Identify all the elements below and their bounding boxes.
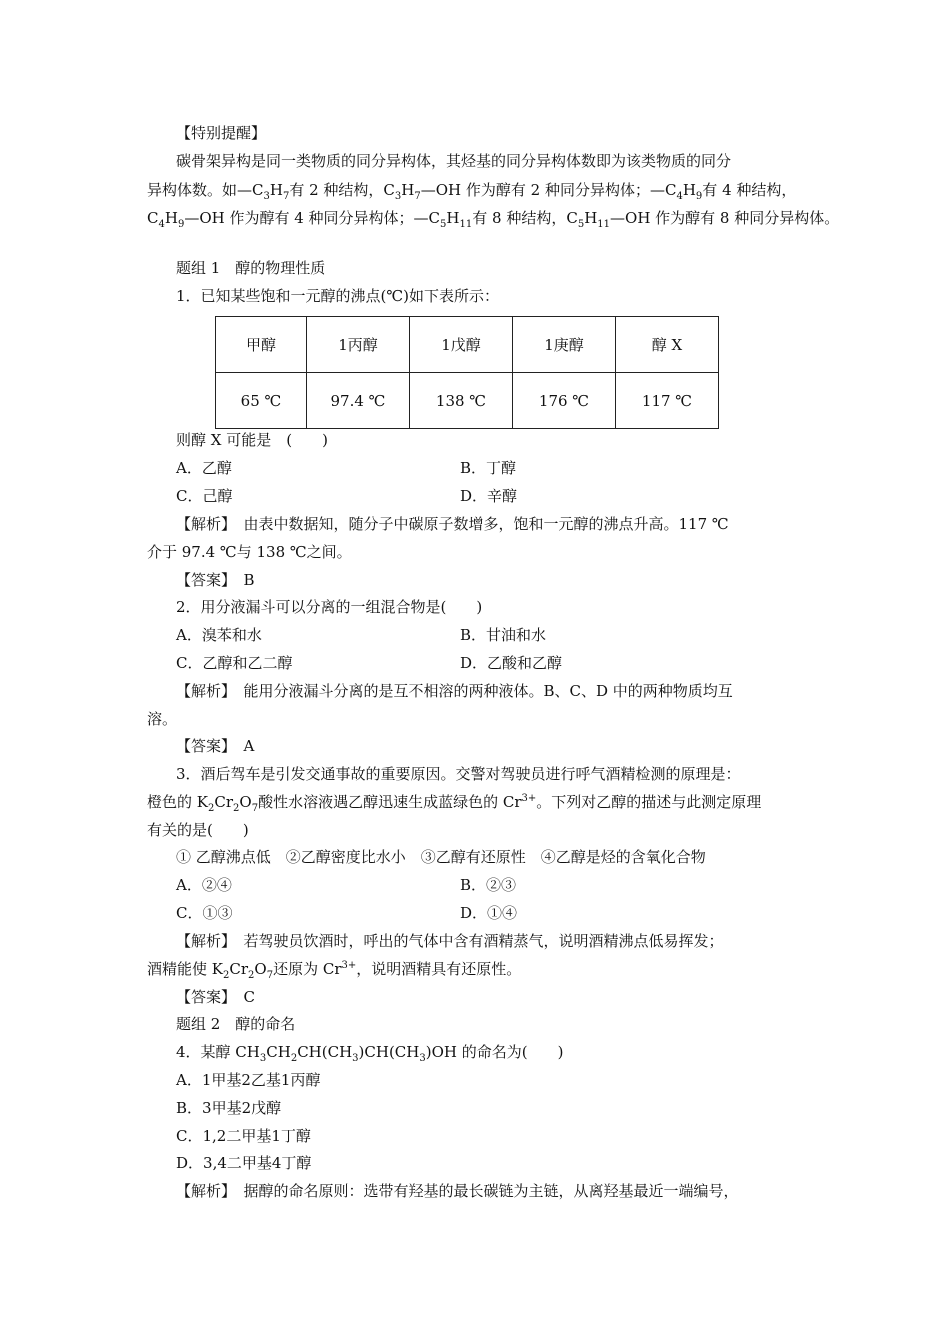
- boiling-point-table: [215, 316, 719, 429]
- option-b: B．3甲基2戊醇: [176, 1099, 282, 1117]
- option-row: [176, 903, 852, 923]
- question-stem: 1．已知某些饱和一元醇的沸点(℃)如下表所示：: [176, 287, 500, 305]
- option-d: D．乙酸和乙醇: [460, 654, 563, 672]
- option-b: B．甘油和水: [460, 626, 547, 644]
- analysis: 酒精能使 $K_2Cr_2O_7$还原为 $Cr^{3+}$，说明酒精具有还原性。: [147, 960, 522, 981]
- option-row: [176, 625, 852, 645]
- option-row: [176, 653, 852, 673]
- tip-line: 异构体数。如$—C_3H_7$有 2 种结构，$C_3H_7—OH$ 作为醇有 2 种同分异构体；$—C_4H_9$有 4 种结构，: [147, 181, 797, 202]
- tip-title: 【特别提醒】: [176, 124, 267, 142]
- table-header-cell: 醇 X: [616, 317, 719, 373]
- question-ask: 则醇 X 可能是 ( ): [176, 431, 328, 449]
- group-heading: 题组 1 醇的物理性质: [176, 259, 326, 277]
- option-c: C．1,2二甲基1丁醇: [176, 1127, 311, 1145]
- option-c: C．①③: [176, 904, 233, 922]
- table-cell: 117 ℃: [616, 373, 719, 429]
- table-row: [216, 373, 719, 429]
- question-stem: 橙色的 $K_2Cr_2O_7$酸性水溶液遇乙醇迅速生成蓝绿色的 $Cr^{3+}$。下列对乙醇的描述与此测定原理: [147, 793, 762, 814]
- option-c: C．乙醇和乙二醇: [176, 654, 293, 672]
- table-cell: 65 ℃: [216, 373, 307, 429]
- analysis: 介于 97.4 ℃与 138 ℃之间。: [147, 543, 352, 561]
- table-row: [216, 317, 719, 373]
- tip-line: $C_4H_9—OH$ 作为醇有 4 种同分异构体；$—C_5H_{11}$有 8 种结构，$C_5H_{11}—OH$ 作为醇有 8 种同分异构体。: [147, 209, 840, 230]
- option-a: A．乙醇: [176, 459, 232, 477]
- question-stem: 2．用分液漏斗可以分离的一组混合物是( ): [176, 598, 483, 616]
- question-stem: 3．酒后驾车是引发交通事故的重要原因。交警对驾驶员进行呼气酒精检测的原理是：: [176, 765, 741, 783]
- question-stem: 有关的是( ): [147, 821, 249, 839]
- analysis: 溶。: [147, 710, 178, 728]
- option-row: [176, 486, 852, 506]
- statement-list: ① 乙醇沸点低 ②乙醇密度比水小 ③乙醇有还原性 ④乙醇是烃的含氧化合物: [176, 848, 706, 866]
- analysis: 【解析】 据醇的命名原则：选带有羟基的最长碳链为主链，从离羟基最近一端编号，: [176, 1182, 739, 1200]
- option-row: [176, 875, 852, 895]
- table-header-cell: 1庚醇: [513, 317, 616, 373]
- question-stem: 4．某醇 $CH_3CH_2CH(CH_3)CH(CH_3)OH$ 的命名为( ): [176, 1043, 564, 1064]
- answer: 【答案】 A: [176, 737, 255, 755]
- table-header-cell: 1丙醇: [307, 317, 410, 373]
- answer: 【答案】 C: [176, 988, 255, 1006]
- option-d: D．3,4二甲基4丁醇: [176, 1154, 312, 1172]
- option-d: D．①④: [460, 904, 518, 922]
- tip-line: 碳骨架异构是同一类物质的同分异构体，其烃基的同分异构体数即为该类物质的同分: [176, 152, 732, 170]
- analysis: 【解析】 由表中数据知，随分子中碳原子数增多，饱和一元醇的沸点升高。117 ℃: [176, 515, 729, 533]
- option-c: C．己醇: [176, 487, 233, 505]
- option-b: B．②③: [460, 876, 517, 894]
- table-cell: 97.4 ℃: [307, 373, 410, 429]
- option-b: B．丁醇: [460, 459, 517, 477]
- table-cell: 176 ℃: [513, 373, 616, 429]
- analysis: 【解析】 若驾驶员饮酒时，呼出的气体中含有酒精蒸气，说明酒精沸点低易挥发；: [176, 932, 724, 950]
- table-header-cell: 1戊醇: [410, 317, 513, 373]
- option-a: A．1甲基2乙基1丙醇: [176, 1071, 321, 1089]
- group-heading: 题组 2 醇的命名: [176, 1015, 296, 1033]
- table-header-cell: 甲醇: [216, 317, 307, 373]
- answer: 【答案】 B: [176, 571, 255, 589]
- option-row: [176, 458, 852, 478]
- analysis: 【解析】 能用分液漏斗分离的是互不相溶的两种液体。B、C、D 中的两种物质均互: [176, 682, 733, 700]
- option-a: A．溴苯和水: [176, 626, 262, 644]
- table-cell: 138 ℃: [410, 373, 513, 429]
- option-a: A．②④: [176, 876, 232, 894]
- option-d: D．辛醇: [460, 487, 518, 505]
